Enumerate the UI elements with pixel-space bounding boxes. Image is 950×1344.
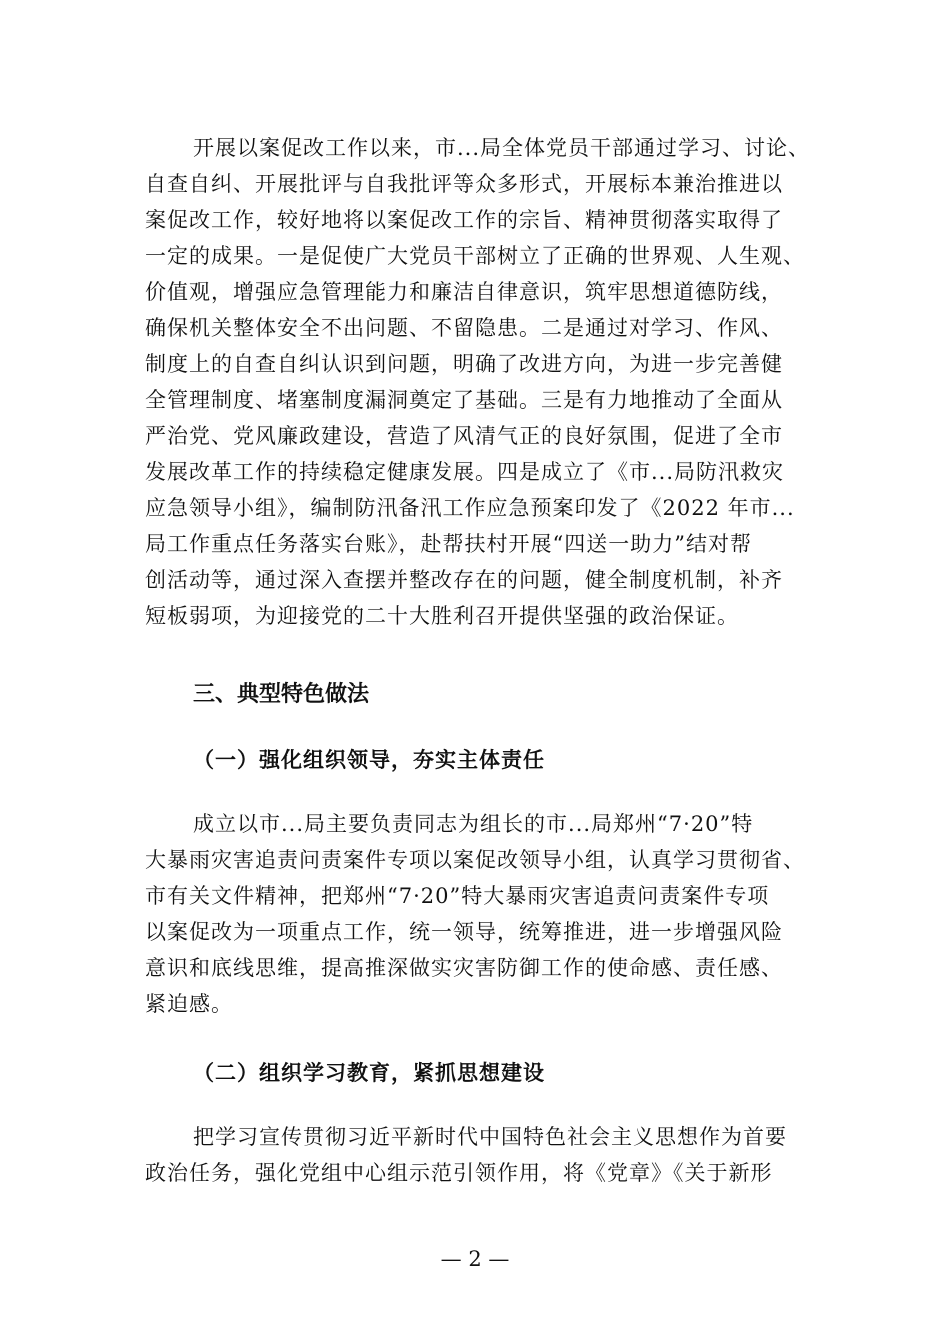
paragraph-line: 以案促改为一项重点工作，统一领导，统筹推进，进一步增强风险 xyxy=(145,920,783,944)
paragraph-line: 价值观，增强应急管理能力和廉洁自律意识，筑牢思想道德防线， xyxy=(145,280,783,304)
paragraph-line: 全管理制度、堵塞制度漏洞奠定了基础。三是有力地推动了全面从 xyxy=(145,388,783,412)
paragraph-line: 把学习宣传贯彻习近平新时代中国特色社会主义思想作为首要 xyxy=(193,1125,787,1149)
section-heading: 三、典型特色做法 xyxy=(193,682,370,707)
paragraph-line: 严治党、党风廉政建设，营造了风清气正的良好氛围，促进了全市 xyxy=(145,424,783,448)
paragraph-line: 政治任务，强化党组中心组示范引领作用，将《党章》《关于新形 xyxy=(145,1161,773,1185)
paragraph-line: 制度上的自查自纠认识到问题，明确了改进方向，为进一步完善健 xyxy=(145,352,783,376)
paragraph-line: 大暴雨灾害追责问责案件专项以案促改领导小组，认真学习贯彻省、 xyxy=(145,848,805,872)
paragraph-line: 成立以市...局主要负责同志为组长的市...局郑州“7·20”特 xyxy=(193,812,754,836)
paragraph-line: 局工作重点任务落实台账》，赴帮扶村开展“四送一助力”结对帮 xyxy=(145,532,752,556)
paragraph-line: 自查自纠、开展批评与自我批评等众多形式，开展标本兼治推进以 xyxy=(145,172,783,196)
paragraph-line: 应急领导小组》，编制防汛备汛工作应急预案印发了《2022 年市... xyxy=(145,496,795,520)
paragraph-line: 开展以案促改工作以来，市...局全体党员干部通过学习、讨论、 xyxy=(193,136,811,160)
subsection-heading-2: （二）组织学习教育，紧抓思想建设 xyxy=(193,1060,545,1085)
paragraph-line: 确保机关整体安全不出问题、不留隐患。二是通过对学习、作风、 xyxy=(145,316,783,340)
paragraph-line: 案促改工作，较好地将以案促改工作的宗旨、精神贯彻落实取得了 xyxy=(145,208,783,232)
paragraph-line: 短板弱项，为迎接党的二十大胜利召开提供坚强的政治保证。 xyxy=(145,604,739,628)
paragraph-line: 市有关文件精神，把郑州“7·20”特大暴雨灾害追责问责案件专项 xyxy=(145,884,770,908)
subsection-heading-1: （一）强化组织领导，夯实主体责任 xyxy=(193,747,545,772)
paragraph-line: 一定的成果。一是促使广大党员干部树立了正确的世界观、人生观、 xyxy=(145,244,805,268)
paragraph-line: 创活动等，通过深入查摆并整改存在的问题，健全制度机制，补齐 xyxy=(145,568,783,592)
paragraph-line: 发展改革工作的持续稳定健康发展。四是成立了《市...局防汛救灾 xyxy=(145,460,785,484)
paragraph-line: 紧迫感。 xyxy=(145,992,233,1016)
page-number: — 2 — xyxy=(440,1247,510,1271)
paragraph-line: 意识和底线思维，提高推深做实灾害防御工作的使命感、责任感、 xyxy=(145,956,783,980)
